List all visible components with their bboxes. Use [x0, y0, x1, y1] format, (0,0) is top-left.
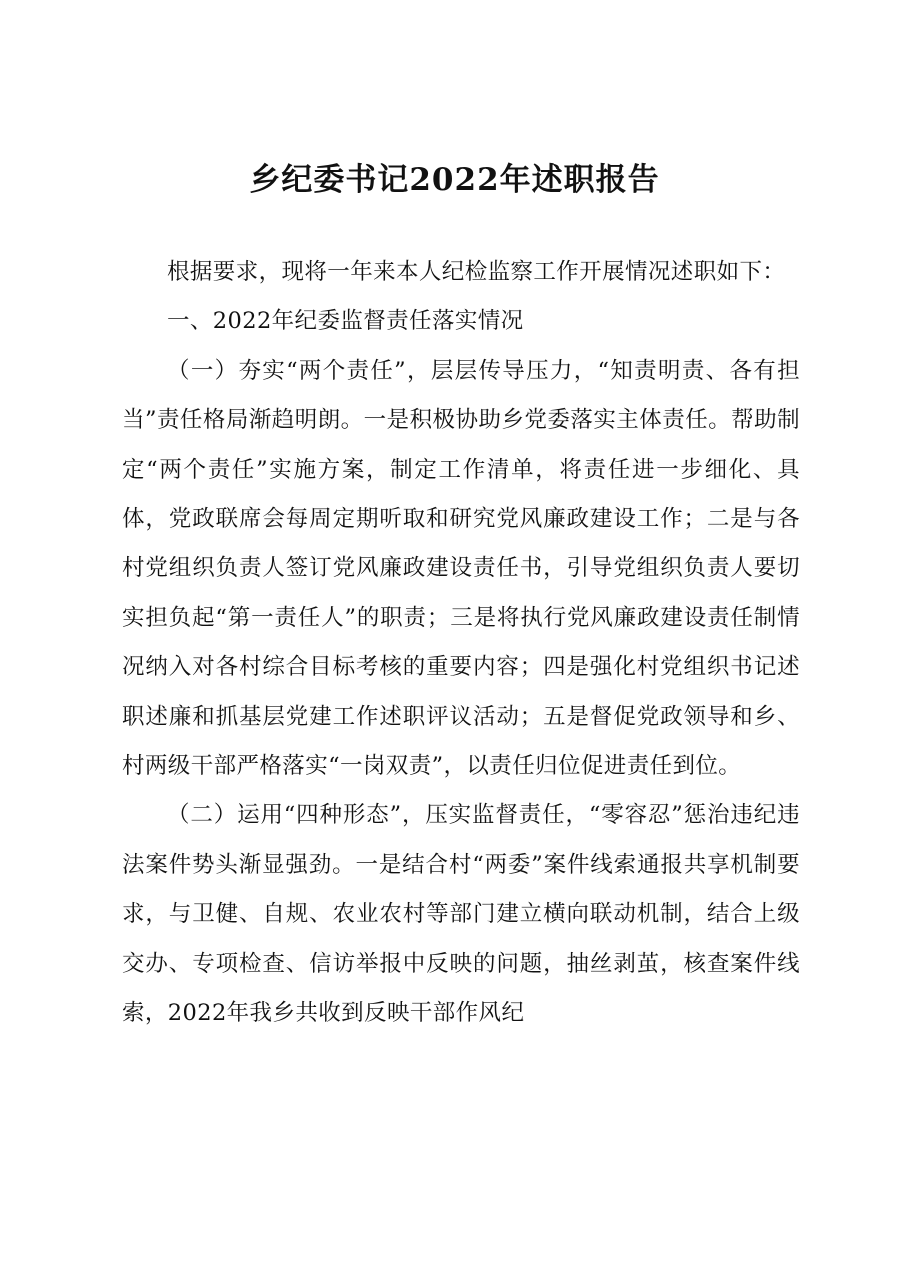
document-title: 乡纪委书记2022年述职报告 — [249, 162, 660, 198]
paragraph-subsection-2: （二）运用“四种形态”，压实监督责任，“零容忍”惩治违纪违法案件势头渐显强劲。一是结合村“两委”案件线索通报共享机制要求，与卫健、自规、农业农村等部门建立横向联动机制，结合上级交办、专项检查、信访举报中反映的问题，抽丝剥茧，核查案件线索，2022年我乡共收到反映干部作风纪 — [122, 802, 800, 1027]
document-body — [122, 248, 800, 1039]
paragraph-subsection-1: （一）夯实“两个责任”，层层传导压力，“知责明责、各有担当”责任格局渐趋明朗。一是积极协助乡党委落实主体责任。帮助制定“两个责任”实施方案，制定工作清单，将责任进一步细化、具体，党政联席会每周定期听取和研究党风廉政建设工作；二是与各村党组织负责人签订党风廉政建设责任书，引导党组织负责人要切实担负起“第一责任人”的职责；三是将执行党风廉政建设责任制情况纳入对各村综合目标考核的重要内容；四是强化村党组织书记述职述廉和抓基层党建工作述职评议活动；五是督促党政领导和乡、村两级干部严格落实“一岗双责”，以责任归位促进责任到位。 — [122, 357, 800, 780]
paragraph-intro: 根据要求，现将一年来本人纪检监察工作开展情况述职如下： — [167, 259, 786, 285]
section-heading: 一、2022年纪委监督责任落实情况 — [167, 308, 524, 335]
